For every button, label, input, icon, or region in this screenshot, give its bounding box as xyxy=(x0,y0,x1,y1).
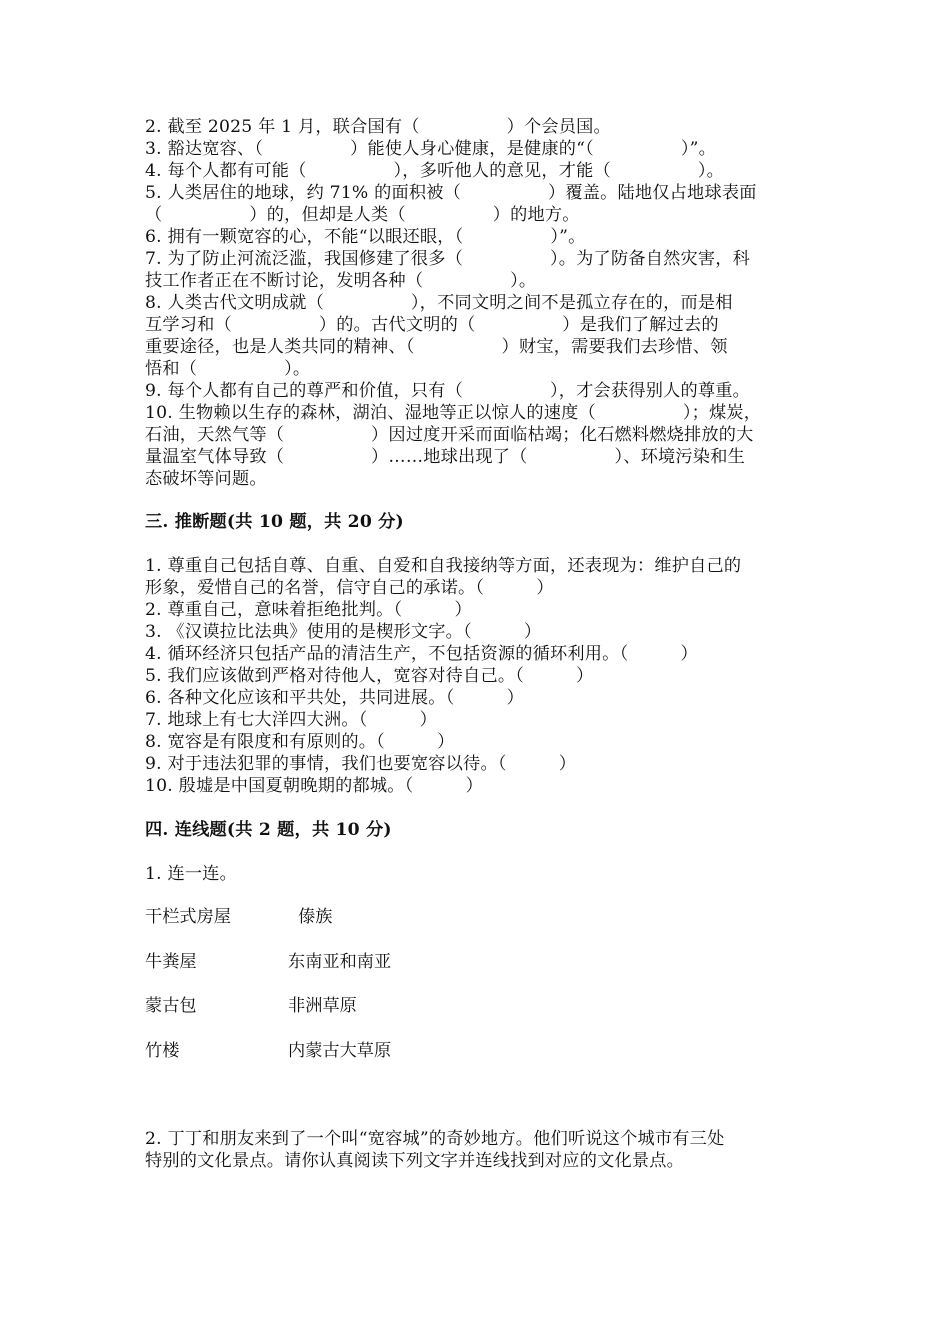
match-right-item: 东南亚和南亚 xyxy=(288,952,392,972)
judgement-line: 9. 对于违法犯罪的事情，我们也要宽容以待。（ ） xyxy=(145,754,577,774)
fill-line: 量温室气体导致（ ）……地球出现了（ ）、环境污染和生 xyxy=(145,447,745,467)
section-heading-matching: 四. 连线题(共 2 题，共 10 分) xyxy=(145,820,392,840)
fill-line: 6. 拥有一颗宽容的心，不能“以眼还眼，（ ）”。 xyxy=(145,227,586,247)
fill-line: （ ）的，但却是人类（ ）的地方。 xyxy=(145,205,580,225)
fill-line: 9. 每个人都有自己的尊严和价值，只有（ ），才会获得别人的尊重。 xyxy=(145,381,751,401)
fill-line: 态破坏等问题。 xyxy=(145,469,267,489)
fill-line: 5. 人类居住的地球，约 71% 的面积被（ ）覆盖。陆地仅占地球表面 xyxy=(145,183,757,203)
fill-line: 互学习和（ ）的。古代文明的（ ）是我们了解过去的 xyxy=(145,315,719,335)
match-left-item: 牛粪屋 xyxy=(145,952,197,972)
judgement-line: 4. 循环经济只包括产品的清洁生产，不包括资源的循环利用。（ ） xyxy=(145,644,698,664)
match-left-item: 竹楼 xyxy=(145,1041,180,1061)
matching-q2-line: 特别的文化景点。请你认真阅读下列文字并连线找到对应的文化景点。 xyxy=(145,1151,685,1171)
fill-line: 3. 豁达宽容、（ ）能使人身心健康，是健康的“（ ）”。 xyxy=(145,139,717,159)
fill-line: 2. 截至 2025 年 1 月，联合国有（ ）个会员国。 xyxy=(145,117,611,137)
fill-line: 技工作者正在不断讨论，发明各种（ ）。 xyxy=(145,271,537,291)
judgement-line: 形象，爱惜自己的名誉，信守自己的承诺。（ ） xyxy=(145,578,554,598)
judgement-line: 3. 《汉谟拉比法典》使用的是楔形文字。（ ） xyxy=(145,622,542,642)
fill-line: 7. 为了防止河流泛滥，我国修建了很多（ ）。为了防备自然灾害，科 xyxy=(145,249,751,269)
fill-line: 悟和（ ）。 xyxy=(145,359,311,379)
match-right-item: 内蒙古大草原 xyxy=(288,1041,392,1061)
judgement-line: 2. 尊重自己，意味着拒绝批判。（ ） xyxy=(145,600,472,620)
match-right-item: 非洲草原 xyxy=(288,996,357,1016)
fill-line: 8. 人类古代文明成就（ ），不同文明之间不是孤立存在的，而是相 xyxy=(145,293,733,313)
fill-line: 4. 每个人都有可能（ ），多听他人的意见，才能（ ）。 xyxy=(145,161,725,181)
match-right-item: 傣族 xyxy=(298,907,333,927)
judgement-line: 8. 宽容是有限度和有原则的。（ ） xyxy=(145,732,455,752)
matching-q1-prompt: 1. 连一连。 xyxy=(145,864,238,884)
match-left-item: 干栏式房屋 xyxy=(145,907,231,927)
judgement-line: 5. 我们应该做到严格对待他人，宽容对待自己。（ ） xyxy=(145,666,594,686)
section-heading-judgement: 三. 推断题(共 10 题，共 20 分) xyxy=(145,512,404,532)
judgement-line: 6. 各种文化应该和平共处，共同进展。（ ） xyxy=(145,688,525,708)
judgement-line: 7. 地球上有七大洋四大洲。（ ） xyxy=(145,710,438,730)
judgement-line: 1. 尊重自己包括自尊、自重、自爱和自我接纳等方面，还表现为：维护自己的 xyxy=(145,556,742,576)
match-left-item: 蒙古包 xyxy=(145,996,197,1016)
fill-line: 重要途径，也是人类共同的精神、（ ）财宝，需要我们去珍惜、领 xyxy=(145,337,728,357)
judgement-line: 10. 殷墟是中国夏朝晚期的都城。（ ） xyxy=(145,776,483,796)
fill-line: 10. 生物赖以生存的森林，湖泊、湿地等正以惊人的速度（ ）；煤炭， xyxy=(145,403,762,423)
fill-line: 石油，天然气等（ ）因过度开采而面临枯竭；化石燃料燃烧排放的大 xyxy=(145,425,754,445)
matching-q2-line: 2. 丁丁和朋友来到了一个叫“宽容城”的奇妙地方。他们听说这个城市有三处 xyxy=(145,1129,725,1149)
